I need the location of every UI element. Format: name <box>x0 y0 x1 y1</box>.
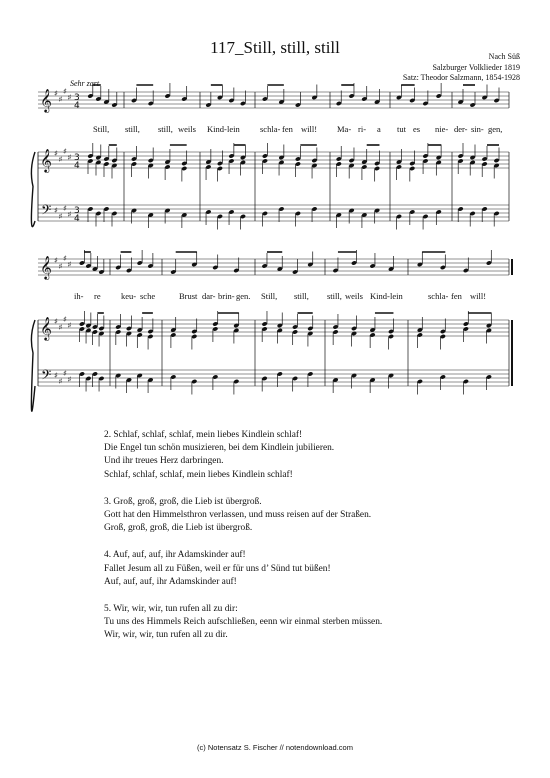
verse <box>104 603 382 643</box>
verse-text: Gott hat den Himmelsthron verlassen, und muss reisen auf der Straßen. <box>104 510 372 521</box>
verse-line <box>104 469 382 482</box>
verse-text: Wir, wir, wir, tun rufen all zu dir: <box>113 604 238 615</box>
key-signature-sharp: ♯ <box>67 375 72 384</box>
lyric-syllable: der- <box>454 124 468 134</box>
lyric-syllable: ri- <box>358 124 367 134</box>
lyric-syllable: tut <box>397 124 406 134</box>
key-signature-sharp: ♯ <box>54 371 58 380</box>
piano-brace <box>31 320 35 411</box>
source-credit: Salzburger Volklieder 1819 <box>432 62 520 72</box>
key-signature-sharp: ♯ <box>54 89 58 98</box>
verse-text: Wir, wir, wir, tun rufen all zu dir. <box>104 630 228 641</box>
lyric-syllable: will! <box>301 124 318 134</box>
lyric-syllable: gen, <box>488 124 503 134</box>
lyric-syllable: dar- <box>202 291 216 301</box>
bass-clef: 𝄢 <box>41 367 52 386</box>
lyric-syllable: brin- <box>218 291 235 301</box>
lyric-syllable: Kind- <box>370 291 390 301</box>
treble-clef: 𝄞 <box>40 88 52 112</box>
verse-number: 5. <box>104 604 114 615</box>
lyric-syllable: es <box>413 124 421 134</box>
lyric-syllable: gen. <box>236 291 251 301</box>
verse-number: 4. <box>104 550 113 561</box>
verse-line <box>104 576 382 589</box>
lyric-syllable: still, <box>294 291 309 301</box>
tempo-marking: Sehr zart <box>70 79 100 88</box>
verse-text: Groß, groß, groß, die Lieb ist übergroß. <box>113 496 262 507</box>
lyric-syllable: Still, <box>261 291 278 301</box>
time-signature: 4 <box>74 161 80 171</box>
lyric-syllable: sin- <box>471 124 484 134</box>
lyric-syllable: Still, <box>93 124 110 134</box>
verse-line <box>104 455 382 468</box>
lyric-syllable: still, <box>158 124 173 134</box>
verse-line <box>104 429 382 442</box>
verse-line <box>104 563 382 576</box>
verse-line <box>104 603 382 616</box>
lyric-syllable: fen <box>282 124 293 134</box>
lyric-syllable: still, <box>327 291 342 301</box>
verse-text: Tu uns des Himmels Reich aufschließen, eenn wir einmal sterben müssen. <box>104 617 383 628</box>
key-signature-sharp: ♯ <box>58 155 63 164</box>
verse-text: Fallet Jesum all zu Füßen, weil er für uns d’ Sünd tut büßen! <box>104 563 331 574</box>
lyric-syllable: Ma- <box>337 124 352 134</box>
lyric-syllable: ih- <box>74 291 84 301</box>
time-signature: 3 <box>74 93 80 103</box>
verse-line <box>104 522 382 535</box>
page-title: 117_Still, still, still <box>210 38 340 57</box>
verse <box>104 429 382 482</box>
lyric-syllable: weils <box>178 124 196 134</box>
lyric-syllable: sche <box>140 291 156 301</box>
arranger-credit: Satz: Theodor Salzmann, 1854-1928 <box>402 73 520 82</box>
verse-text: Auf, auf, auf, ihr Adamskinder auf! <box>112 550 246 561</box>
time-signature: 3 <box>74 206 80 216</box>
verse-line <box>104 442 382 455</box>
verse-line <box>104 509 382 522</box>
lyric-syllable: a <box>377 124 381 134</box>
key-signature-sharp: ♯ <box>58 323 63 332</box>
time-signature: 4 <box>74 214 80 224</box>
lyric-syllable: schla- <box>428 291 449 301</box>
lyric-syllable: fen <box>451 291 462 301</box>
key-signature-sharp: ♯ <box>63 204 67 213</box>
lyric-syllable: nie- <box>435 124 449 134</box>
key-signature-sharp: ♯ <box>63 369 67 378</box>
verse-line <box>104 549 382 562</box>
lyric-syllable: Brust <box>179 291 198 301</box>
lyric-syllable: still, <box>125 124 140 134</box>
time-signature: 4 <box>74 101 80 111</box>
verse-text: Die Engel tun schön musizieren, bei dem Kindlein jubilieren. <box>104 443 335 454</box>
lyric-syllable: lein <box>227 124 240 134</box>
key-signature-sharp: ♯ <box>67 153 72 162</box>
key-signature-sharp: ♯ <box>63 315 67 324</box>
verse-text: Schlaf, schlaf, schlaf, mein liebes Kindlein schlaf! <box>113 430 303 440</box>
lyric-syllable: will! <box>470 291 487 301</box>
key-signature-sharp: ♯ <box>67 321 72 330</box>
verses-block <box>104 429 382 657</box>
key-signature-sharp: ♯ <box>54 256 58 265</box>
lyric-syllable: schla- <box>260 124 281 134</box>
key-signature-sharp: ♯ <box>67 210 72 219</box>
verse <box>104 549 382 589</box>
key-signature-sharp: ♯ <box>63 147 67 156</box>
verse-text: Groß, groß, groß, die Lieb ist übergroß. <box>104 523 253 534</box>
lyric-syllable: Kind- <box>207 124 227 134</box>
verse-line <box>104 629 382 642</box>
key-signature-sharp: ♯ <box>58 212 63 221</box>
key-signature-sharp: ♯ <box>54 317 58 326</box>
lyric-syllable: weils <box>345 291 363 301</box>
composer-credit: Nach Süß <box>488 52 520 61</box>
piano-brace <box>31 152 35 227</box>
treble-clef: 𝄞 <box>40 316 52 340</box>
bass-clef: 𝄢 <box>41 202 52 221</box>
verse-text: Schlaf, schlaf, schlaf, mein liebes Kindlein schlaf! <box>104 469 293 480</box>
treble-clef: 𝄞 <box>40 255 52 279</box>
verse-line <box>104 496 382 509</box>
verse-text: Und ihr treues Herz darbringen. <box>104 456 224 467</box>
key-signature-sharp: ♯ <box>54 149 58 158</box>
lyric-syllable: lein <box>390 291 403 301</box>
lyric-syllable: re <box>94 291 101 301</box>
verse-number: 3. <box>104 496 114 507</box>
verse-number: 2. <box>104 430 114 440</box>
key-signature-sharp: ♯ <box>54 206 58 215</box>
key-signature-sharp: ♯ <box>63 254 67 263</box>
key-signature-sharp: ♯ <box>58 262 63 271</box>
verse-line <box>104 616 382 629</box>
footer-copyright: (c) Notensatz S. Fischer // notendownload.com <box>197 743 353 752</box>
key-signature-sharp: ♯ <box>58 95 63 104</box>
time-signature: 3 <box>74 153 80 163</box>
verse <box>104 496 382 536</box>
key-signature-sharp: ♯ <box>63 87 67 96</box>
key-signature-sharp: ♯ <box>67 93 72 102</box>
treble-clef: 𝄞 <box>40 148 52 172</box>
lyric-syllable: keu- <box>121 291 137 301</box>
key-signature-sharp: ♯ <box>67 260 72 269</box>
verse-text: Auf, auf, auf, ihr Adamskinder auf! <box>104 576 237 587</box>
key-signature-sharp: ♯ <box>58 377 63 386</box>
